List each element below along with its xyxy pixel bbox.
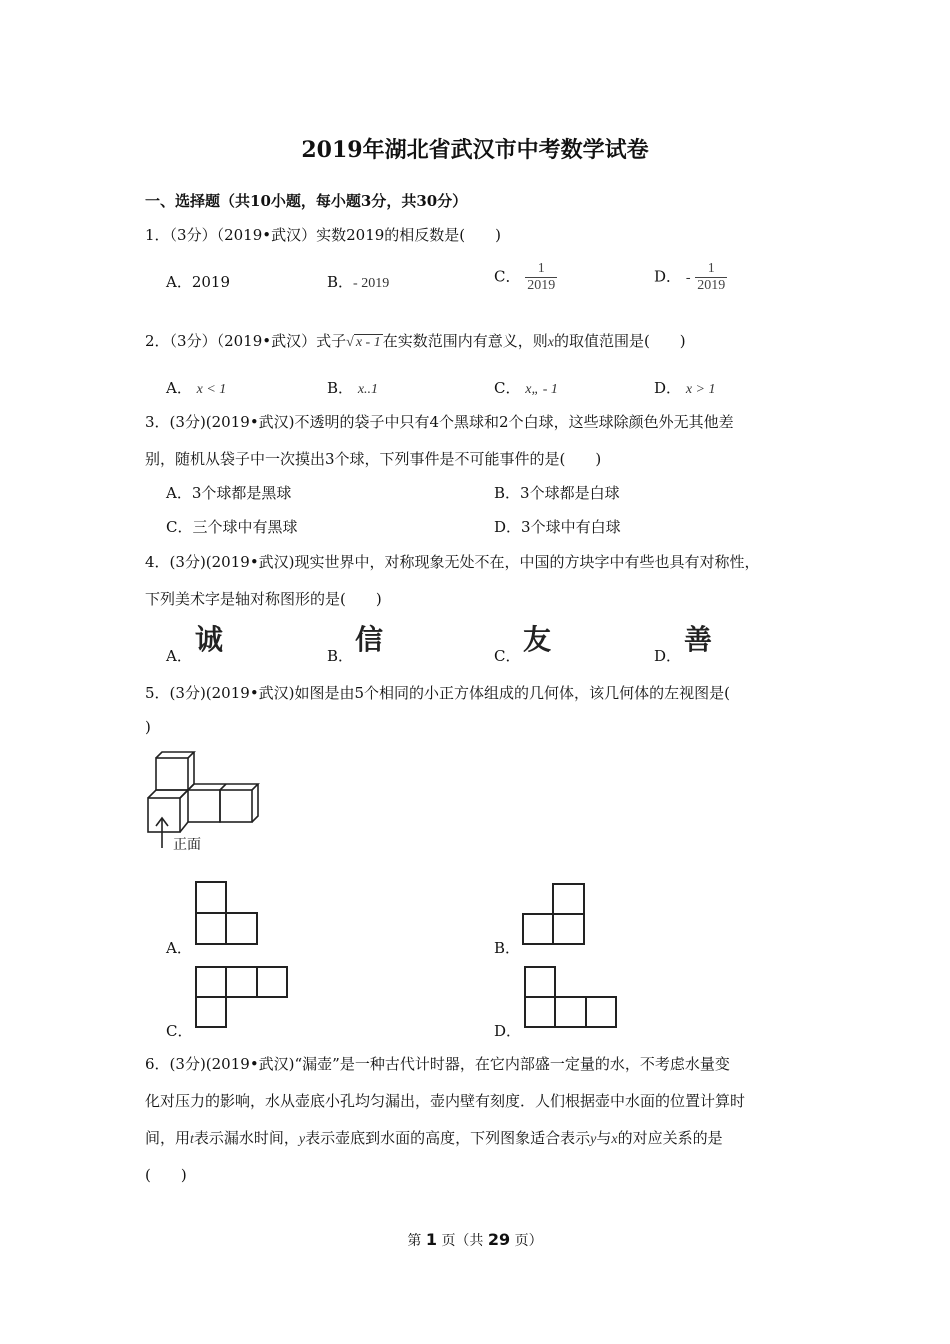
q4-stem-line1: 4．(3分)(2019•武汉)现实世界中，对称现象无处不在，中国的方块字中有些也具有对称性， bbox=[145, 553, 760, 571]
q5-option-c-figure bbox=[194, 965, 290, 1029]
q1-option-c-label: C． bbox=[494, 267, 521, 286]
footer-middle: 页（共 bbox=[441, 1233, 484, 1249]
q6-line3-part3: 表示壶底到水面的高度，下列图象适合表示 bbox=[305, 1129, 591, 1147]
front-view-label: 正面 bbox=[173, 837, 201, 853]
q4-option-a-label: A． bbox=[166, 647, 192, 665]
q4-option-d-char: 善 bbox=[684, 623, 713, 656]
q2-option-d bbox=[654, 377, 715, 398]
q5-option-b-label: B． bbox=[494, 939, 521, 957]
q5-solid-figure bbox=[140, 748, 270, 858]
q1-option-d-numerator: 1 bbox=[707, 261, 715, 276]
q5-stem-line2: ) bbox=[145, 718, 151, 736]
q2-stem-part2: 在实数范围内有意义，则 bbox=[382, 332, 548, 350]
q2-option-a bbox=[166, 377, 226, 398]
q6-stem-line3 bbox=[145, 1127, 723, 1148]
q1-option-c-denominator: 2019 bbox=[527, 278, 556, 293]
q6-line3-part5: 的对应关系的是 bbox=[617, 1129, 723, 1147]
footer-suffix: 页） bbox=[514, 1233, 543, 1249]
q5-stem-line1: 5．(3分)(2019•武汉)如图是由5个相同的小正方体组成的几何体，该几何体的左视图是( bbox=[145, 684, 730, 702]
q2-option-d-math: x > 1 bbox=[685, 382, 716, 397]
q1-option-a: A．2019 bbox=[166, 273, 231, 291]
q5-option-c-label: C． bbox=[166, 1022, 193, 1040]
q5-option-d-label: D． bbox=[494, 1022, 522, 1040]
q4-option-a-char: 诚 bbox=[195, 623, 224, 656]
footer-prefix: 第 bbox=[407, 1233, 422, 1249]
footer-total-pages: 29 bbox=[487, 1230, 511, 1249]
q4-option-b-label: B． bbox=[327, 647, 354, 665]
page-footer bbox=[0, 1230, 950, 1250]
q1-option-c bbox=[494, 261, 557, 294]
q6-var-y2: y bbox=[590, 1132, 597, 1147]
q3-option-a: A．3个球都是黑球 bbox=[166, 484, 292, 502]
q2-stem bbox=[145, 330, 686, 351]
q3-option-c: C．三个球中有黑球 bbox=[166, 518, 298, 536]
q1-option-b-value: - 2019 bbox=[353, 276, 390, 291]
q4-option-d-label: D． bbox=[654, 647, 682, 665]
q2-option-d-label: D． bbox=[654, 379, 682, 397]
q6-var-y: y bbox=[298, 1132, 306, 1147]
q5-option-a-figure bbox=[194, 880, 260, 946]
q6-var-t: t bbox=[190, 1132, 194, 1147]
q4-option-b-char: 信 bbox=[355, 623, 384, 656]
q3-stem-line1: 3．(3分)(2019•武汉)不透明的袋子中只有4个黑球和2个白球，这些球除颜色外无其他差 bbox=[145, 413, 734, 431]
q1-option-d bbox=[654, 261, 727, 294]
q1-option-b-label: B． bbox=[327, 273, 354, 291]
q4-option-c-label: C． bbox=[494, 647, 521, 665]
q6-stem-line4: ( ) bbox=[145, 1166, 187, 1184]
q1-option-c-fraction bbox=[525, 261, 557, 294]
q6-stem-line1: 6．(3分)(2019•武汉)“漏壶”是一种古代计时器，在它内部盛一定量的水，不考虑水量变 bbox=[145, 1055, 730, 1073]
q1-option-d-denominator: 2019 bbox=[697, 278, 726, 293]
q6-line3-part4: 与 bbox=[596, 1129, 612, 1147]
q1-option-d-sign: - bbox=[685, 270, 691, 286]
q2-option-c-label: C． bbox=[494, 379, 521, 397]
q2-option-a-label: A． bbox=[166, 379, 192, 397]
q2-option-c bbox=[494, 377, 558, 398]
q2-option-a-math: x < 1 bbox=[196, 382, 227, 397]
q2-option-b-math: x..1 bbox=[357, 382, 379, 397]
q1-stem: 1．（3分）（2019•武汉）实数2019的相反数是( ) bbox=[145, 226, 501, 244]
q3-option-b: B．3个球都是白球 bbox=[494, 484, 620, 502]
q6-stem-line2: 化对压力的影响，水从壶底小孔均匀漏出，壶内壁有刻度．人们根据壶中水面的位置计算时 bbox=[145, 1092, 746, 1110]
q2-option-b-label: B． bbox=[327, 379, 354, 397]
footer-page-number: 1 bbox=[425, 1230, 437, 1249]
page-title: 2019年湖北省武汉市中考数学试卷 bbox=[301, 137, 649, 163]
section-heading: 一、选择题（共10小题，每小题3分，共30分） bbox=[145, 192, 468, 210]
q5-option-b-figure bbox=[521, 882, 587, 946]
q2-option-c-math: x„ - 1 bbox=[525, 382, 558, 397]
sqrt-radicand: x - 1 bbox=[355, 335, 381, 350]
q2-variable: x bbox=[547, 335, 554, 350]
q4-stem-line2: 下列美术字是轴对称图形的是( ) bbox=[145, 590, 382, 608]
q2-stem-part3: 的取值范围是( ) bbox=[553, 332, 686, 350]
q3-option-d: D．3个球中有白球 bbox=[494, 518, 621, 536]
q6-line3-part2: 表示漏水时间， bbox=[193, 1129, 299, 1147]
q2-option-b bbox=[327, 377, 378, 398]
q1-option-b bbox=[327, 271, 389, 292]
sqrt-expression: √ x - 1 bbox=[346, 335, 381, 350]
q2-stem-part1: 2．（3分）（2019•武汉）式子 bbox=[145, 332, 347, 350]
q5-option-a-label: A． bbox=[166, 939, 192, 957]
q1-option-c-numerator: 1 bbox=[537, 261, 545, 276]
q6-line3-part1: 间，用 bbox=[145, 1129, 191, 1147]
q4-option-c-char: 友 bbox=[523, 623, 552, 656]
q1-option-d-label: D． bbox=[654, 267, 682, 286]
q5-option-d-figure bbox=[523, 965, 619, 1029]
q6-var-x: x bbox=[611, 1132, 618, 1147]
q1-option-d-fraction bbox=[695, 261, 727, 294]
q3-stem-line2: 别，随机从袋子中一次摸出3个球，下列事件是不可能事件的是( ) bbox=[145, 450, 602, 468]
